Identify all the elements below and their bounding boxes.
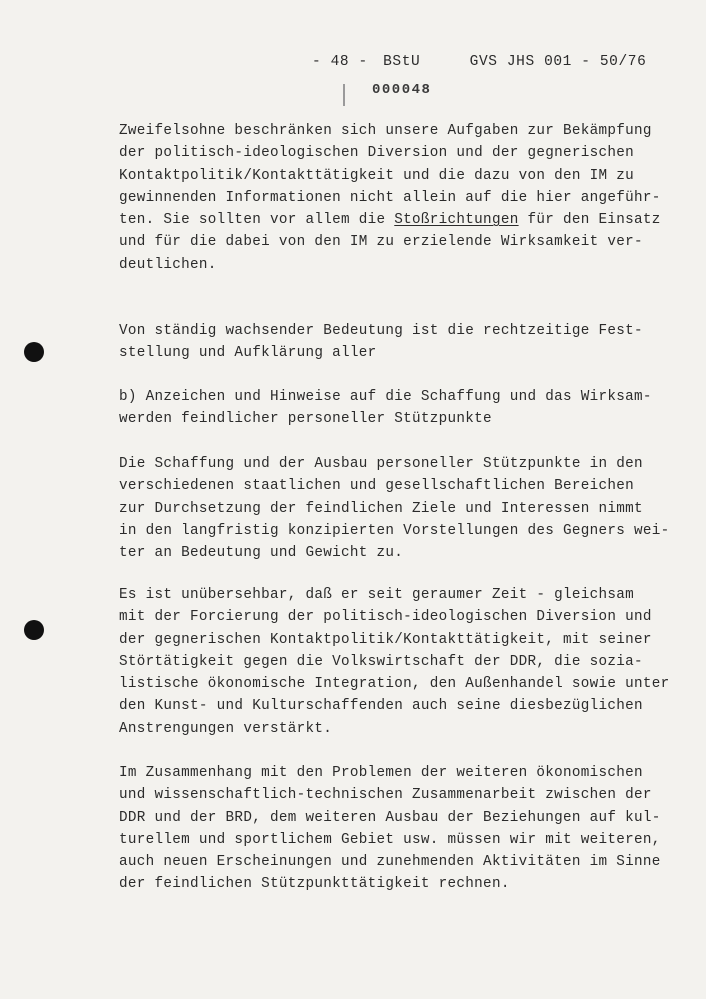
text-line: b) Anzeichen und Hinweise auf die Schaffung und das Wirksam- xyxy=(119,389,652,405)
text-line: und für die dabei von den IM zu erzielende Wirksamkeit ver- xyxy=(119,234,643,251)
text-line: stellung und Aufklärung aller xyxy=(119,345,377,362)
text-segment: ten. Sie sollten vor allem die xyxy=(119,212,395,229)
text-line: ter an Bedeutung und Gewicht zu. xyxy=(119,545,404,562)
document-reference: GVS JHS 001 - 50/76 xyxy=(469,54,647,70)
text-segment: für den Einsatz xyxy=(518,212,661,229)
text-line: auch neuen Erscheinungen und zunehmenden Aktivitäten im Sinne xyxy=(119,854,661,871)
text-line: Es ist unübersehbar, daß er seit geraumer Zeit - gleichsam xyxy=(119,587,635,603)
archive-stamp: BStU xyxy=(383,54,421,70)
underlined-term: Stoßrichtungen xyxy=(394,212,519,229)
stamp-mark xyxy=(343,84,345,106)
text-line: Im Zusammenhang mit den Problemen der weiteren ökonomischen xyxy=(119,765,643,781)
text-line: mit der Forcierung der politisch-ideologischen Diversion und xyxy=(119,609,652,626)
text-line: Von ständig wachsender Bedeutung ist die rechtzeitige Fest- xyxy=(119,323,643,339)
text-line: deutlichen. xyxy=(119,256,217,273)
text-line: werden feindlicher personeller Stützpunkte xyxy=(119,411,492,428)
text-line: turellem und sportlichem Gebiet usw. müssen wir mit weiteren, xyxy=(119,831,661,848)
punch-hole xyxy=(24,342,44,362)
text-line: verschiedenen staatlichen und gesellschaftlichen Bereichen xyxy=(119,478,635,495)
section-heading-b xyxy=(119,386,689,431)
text-line: listische ökonomische Integration, den Außenhandel sowie unter xyxy=(119,676,670,693)
page-number: - 48 - xyxy=(312,54,368,70)
text-line: Die Schaffung und der Ausbau personeller Stützpunkte in den xyxy=(119,456,643,472)
text-line: der gegnerischen Kontaktpolitik/Kontakttätigkeit, mit seiner xyxy=(119,631,652,648)
text-line: in den langfristig konzipierten Vorstellungen des Gegners wei- xyxy=(119,522,670,539)
text-line xyxy=(119,209,689,231)
text-line: der feindlichen Stützpunkttätigkeit rechnen. xyxy=(119,876,510,893)
page-header xyxy=(312,54,646,70)
punch-hole xyxy=(24,620,44,640)
text-line: Anstrengungen verstärkt. xyxy=(119,720,333,737)
text-line: Kontaktpolitik/Kontakttätigkeit und die dazu von den IM zu xyxy=(119,167,635,184)
archive-number: 000048 xyxy=(372,82,432,98)
paragraph-1 xyxy=(119,120,689,276)
text-line: gewinnenden Informationen nicht allein auf die hier angeführ- xyxy=(119,189,661,206)
text-line: den Kunst- und Kulturschaffenden auch seine diesbezüglichen xyxy=(119,698,643,715)
paragraph-4 xyxy=(119,453,689,564)
text-line: DDR und der BRD, dem weiteren Ausbau der Beziehungen auf kul- xyxy=(119,809,661,826)
text-line: Störtätigkeit gegen die Volkswirtschaft der DDR, die sozia- xyxy=(119,653,643,670)
text-line: Zweifelsohne beschränken sich unsere Aufgaben zur Bekämpfung xyxy=(119,123,652,139)
text-line: der politisch-ideologischen Diversion und der gegnerischen xyxy=(119,145,635,162)
paragraph-6 xyxy=(119,762,689,896)
paragraph-5 xyxy=(119,584,689,740)
text-line: und wissenschaftlich-technischen Zusammenarbeit zwischen der xyxy=(119,787,652,804)
paragraph-2 xyxy=(119,320,689,365)
text-line: zur Durchsetzung der feindlichen Ziele und Interessen nimmt xyxy=(119,500,643,517)
